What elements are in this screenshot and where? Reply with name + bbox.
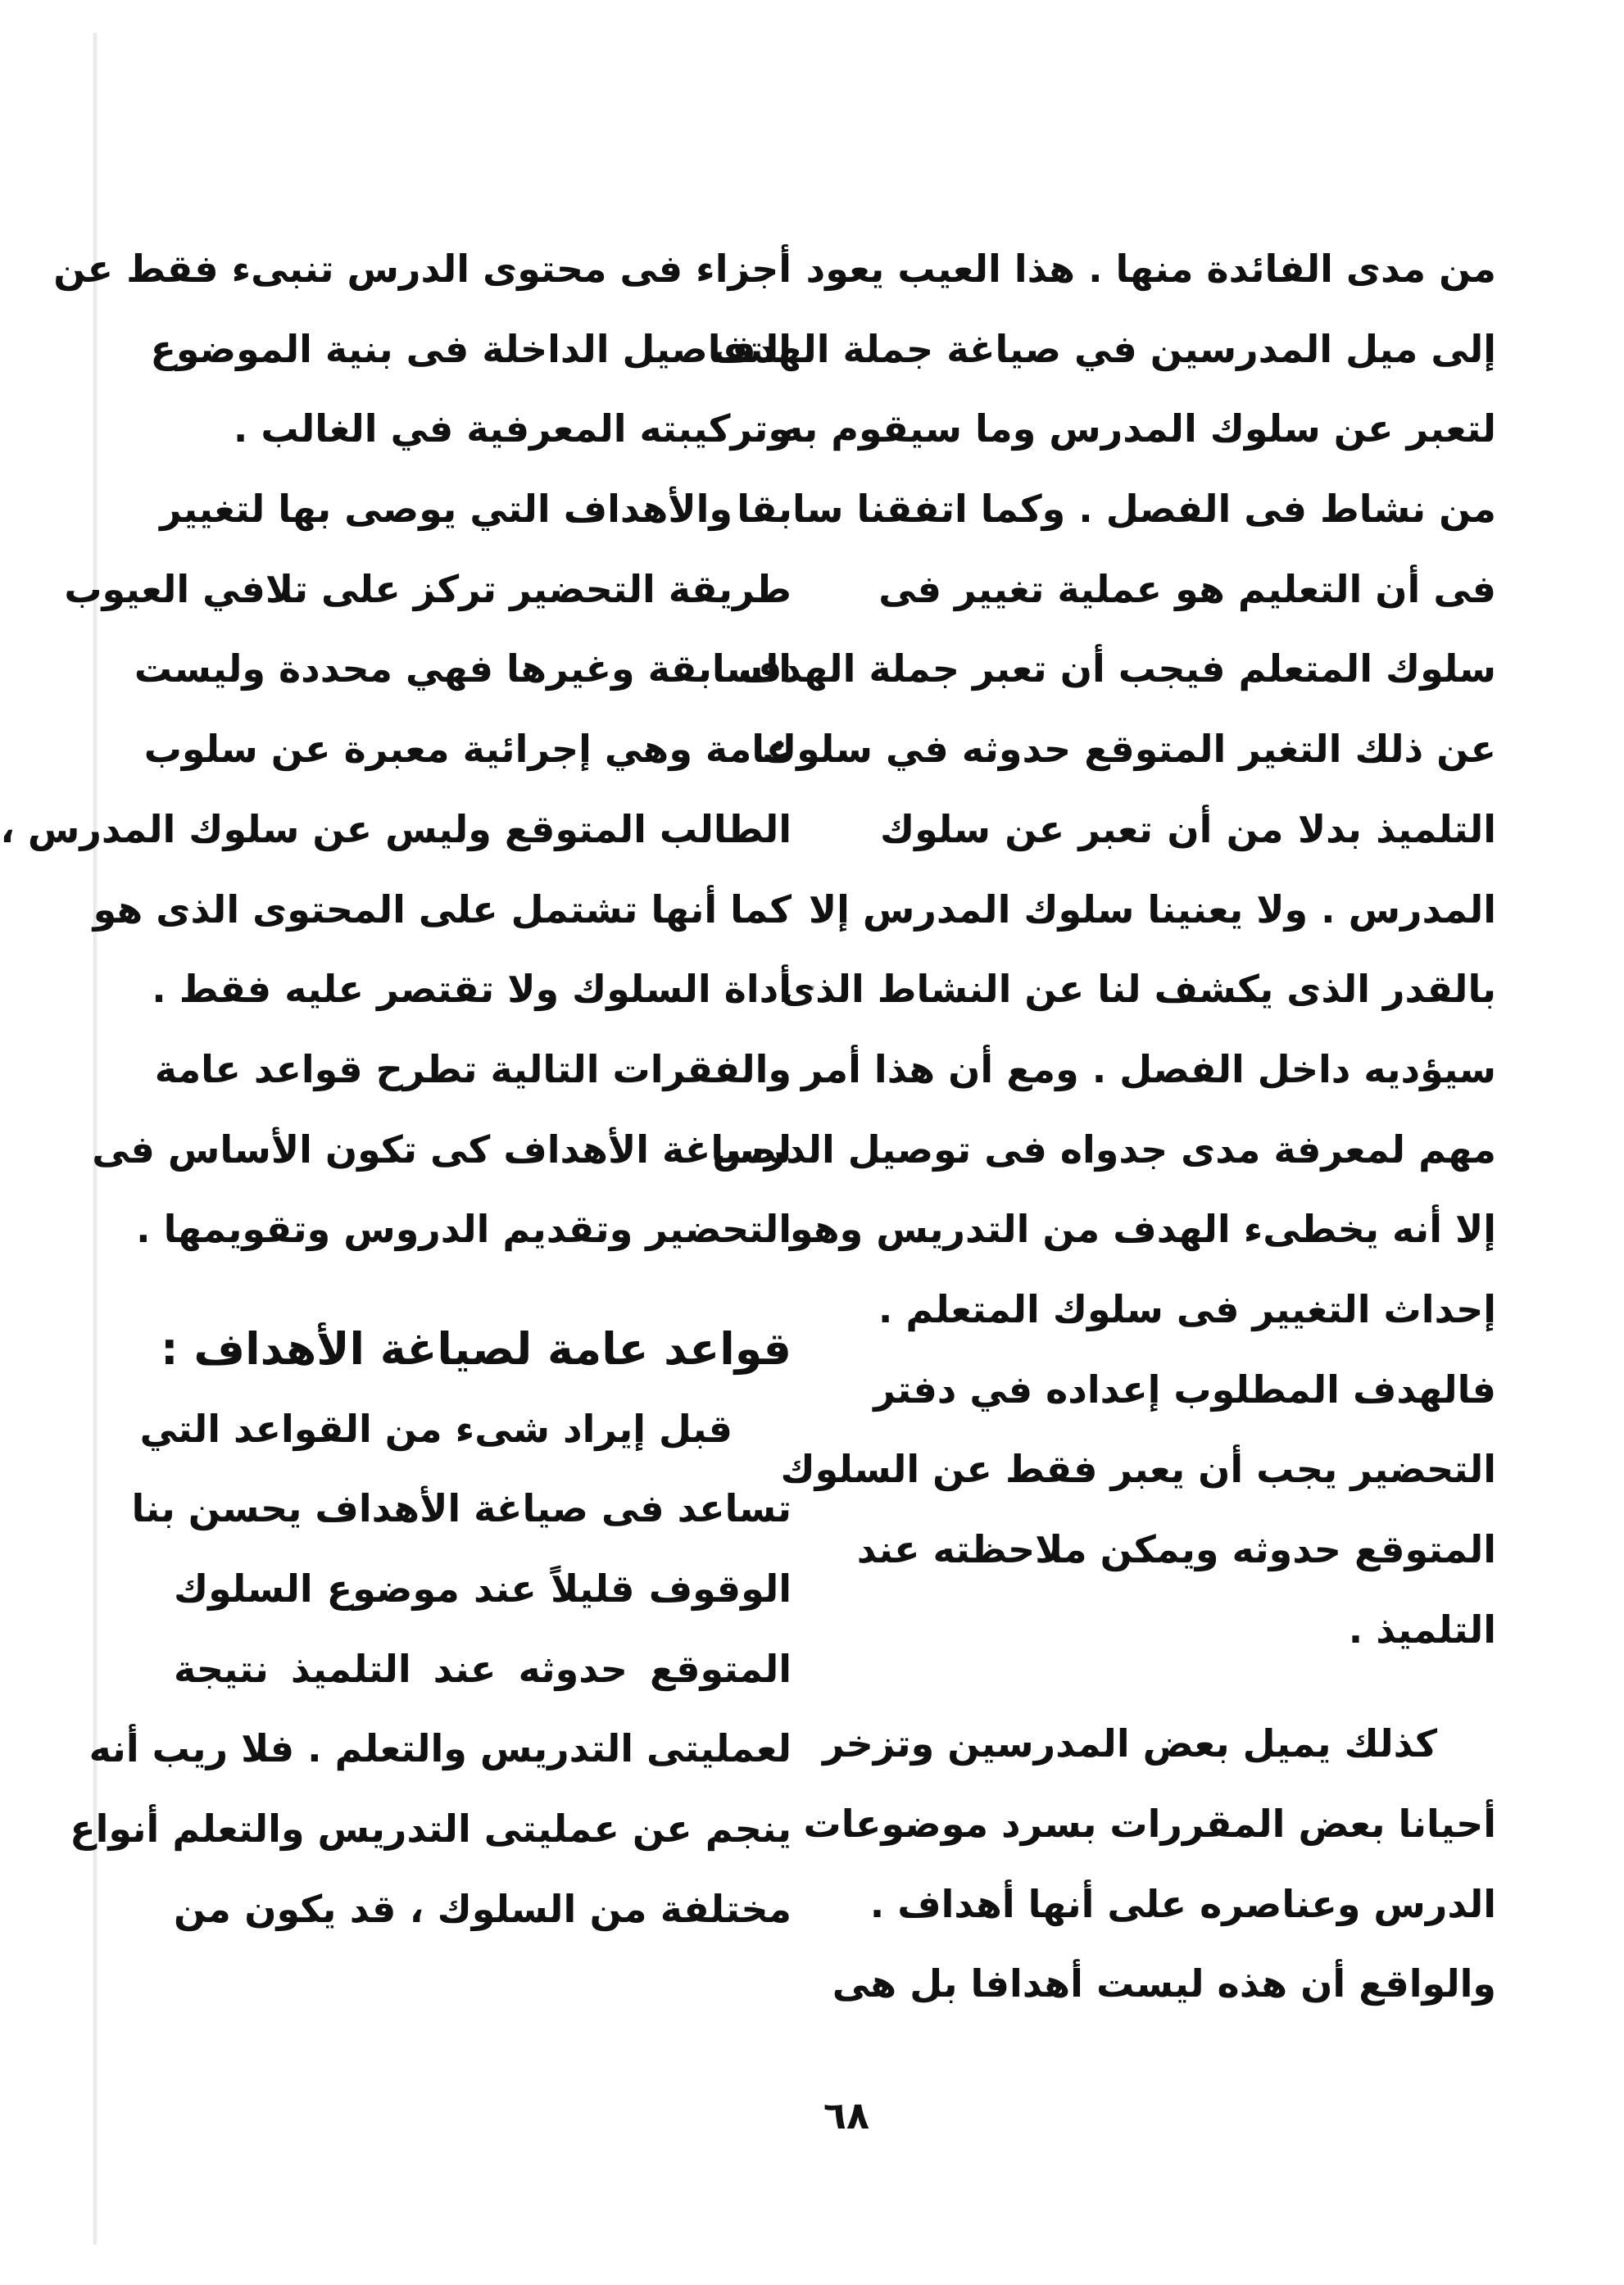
text-line: المتوقع حدوثه عند التلميذ نتيجة (174, 1646, 792, 1691)
text-line: والواقع أن هذه ليست أهدافا بل هى (832, 1961, 1496, 2006)
text-line: من نشاط فى الفصل . وكما اتفقنا سابقا (737, 487, 1496, 532)
text-line: والفقرات التالية تطرح قواعد عامة (154, 1046, 792, 1091)
text-line: كذلك يميل بعض المدرسين وتزخر (822, 1721, 1437, 1766)
text-line: كما أنها تشتمل على المحتوى الذى هو (93, 886, 792, 932)
text-line: تساعد فى صياغة الأهداف يحسن بنا (131, 1486, 792, 1531)
text-line: فى أن التعليم هو عملية تغيير فى (878, 566, 1496, 611)
text-line: المتوقع حدوثه ويمكن ملاحظته عند (856, 1527, 1496, 1571)
text-line: فالهدف المطلوب إعداده في دفتر (873, 1367, 1496, 1412)
text-line: المدرس . ولا يعنينا سلوك المدرس إلا (808, 886, 1496, 932)
paragraph-gap (174, 1270, 792, 1309)
text-line: إلى ميل المدرسين في صياغة جملة الهدف (712, 326, 1496, 371)
text-line: لعمليتى التدريس والتعلم . فلا ريب أنه (88, 1726, 792, 1771)
text-line: السابقة وغيرها فهي محددة وليست (134, 646, 792, 691)
text-line: التلميذ . (1348, 1607, 1496, 1652)
text-line: إحداث التغيير فى سلوك المتعلم . (878, 1286, 1496, 1331)
text-line: لتعبر عن سلوك المدرس وما سيقوم به (781, 406, 1496, 451)
text-line: التلميذ بدلا من أن تعبر عن سلوك (880, 806, 1496, 851)
text-line: قبل إيراد شىء من القواعد التي (139, 1406, 733, 1451)
left-text-column (0, 229, 792, 1949)
text-line: لصياغة الأهداف كى تكون الأساس فى (92, 1127, 792, 1172)
text-line: مختلفة من السلوك ، قد يكون من (174, 1886, 792, 1931)
page-number: ٦٨ (823, 2093, 870, 2138)
text-line: الوقوف قليلاً عند موضوع السلوك (174, 1566, 792, 1611)
text-line: مهم لمعرفة مدى جدواه فى توصيل الدرس (712, 1127, 1496, 1172)
text-line: عامة وهي إجرائية معبرة عن سلوب (143, 727, 792, 772)
text-line: ينجم عن عمليتى التدريس والتعلم أنواع (70, 1807, 792, 1852)
text-line: التحضير يجب أن يعبر فقط عن السلوك (780, 1447, 1496, 1492)
text-line: سلوك المتعلم فيجب أن تعبر جملة الهدف (737, 646, 1496, 691)
text-line: من مدى الفائدة منها . هذا العيب يعود (805, 247, 1496, 291)
paragraph-gap (880, 1670, 1496, 1704)
text-line: أجزاء فى محتوى الدرس تنبىء فقط عن (53, 247, 792, 291)
text-line: والأهداف التي يوصى بها لتغيير (160, 487, 733, 532)
text-line: إلا أنه يخطىء الهدف من التدريس وهو (789, 1207, 1496, 1252)
right-text-column (712, 229, 1496, 2024)
text-line: التفاصيل الداخلة فى بنية الموضوع (150, 326, 792, 371)
text-line: الدرس وعناصره على أنها أهداف . (869, 1881, 1496, 1926)
text-line: عن ذلك التغير المتوقع حدوثه في سلوك (762, 727, 1496, 772)
text-line: أحيانا بعض المقررات بسرد موضوعات (803, 1802, 1496, 1847)
text-line: التحضير وتقديم الدروس وتقويمها . (136, 1207, 792, 1252)
text-line: بالقدر الذى يكشف لنا عن النشاط الذى (780, 967, 1496, 1012)
text-line: الطالب المتوقع وليس عن سلوك المدرس ، (0, 806, 792, 851)
text-line: طريقة التحضير تركز على تلافي العيوب (64, 566, 792, 611)
text-line: أداة السلوك ولا تقتصر عليه فقط . (152, 967, 792, 1012)
text-line: وتركيبته المعرفية في الغالب . (233, 406, 792, 451)
text-line: سيؤديه داخل الفصل . ومع أن هذا أمر (801, 1046, 1496, 1091)
section-heading: قواعد عامة لصياغة الأهداف : (161, 1322, 792, 1375)
